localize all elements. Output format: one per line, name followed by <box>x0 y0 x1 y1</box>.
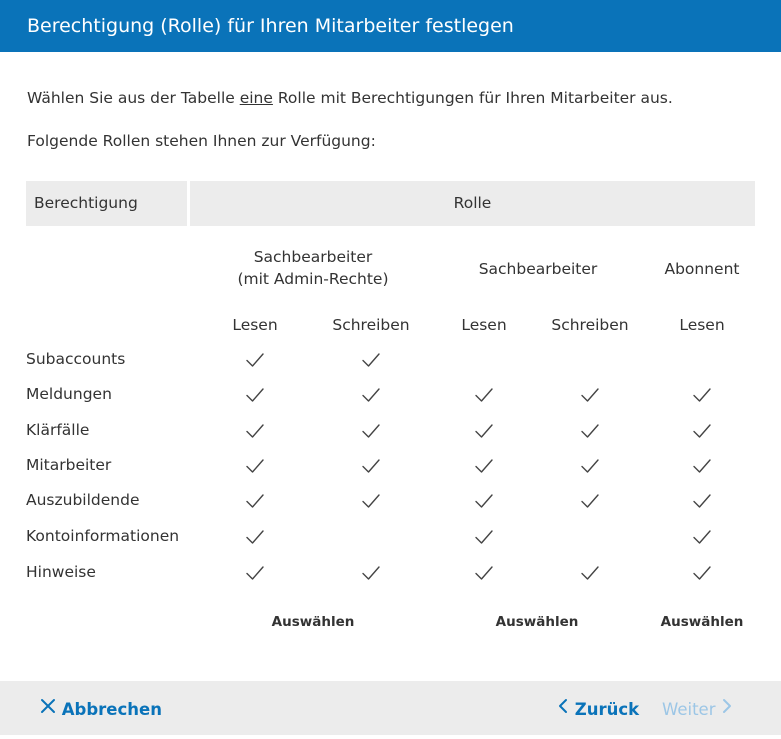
checkmark-icon <box>474 458 494 474</box>
checkmark-icon <box>245 352 265 368</box>
checkmark-icon <box>474 387 494 403</box>
access-label-read: Lesen <box>461 316 507 334</box>
access-label-read: Lesen <box>679 316 725 334</box>
close-icon <box>40 680 56 738</box>
checkmark-icon <box>245 529 265 545</box>
chevron-right-icon <box>721 680 733 738</box>
intro-text <box>27 89 673 107</box>
checkmark-icon <box>692 387 712 403</box>
checkmark-icon <box>245 387 265 403</box>
checkmark-icon <box>580 387 600 403</box>
role-name-subscriber <box>632 258 772 280</box>
permission-label: Auszubildende <box>26 491 140 509</box>
checkmark-icon <box>245 493 265 509</box>
role-name-line: Abonnent <box>664 260 740 278</box>
intro-subtext: Folgende Rollen stehen Ihnen zur Verfügung: <box>27 132 376 150</box>
chevron-left-icon <box>557 680 569 738</box>
permission-label: Klärfälle <box>26 421 90 439</box>
role-name-clerk <box>458 258 618 280</box>
role-name-admin-clerk <box>233 246 393 290</box>
checkmark-icon <box>692 529 712 545</box>
checkmark-icon <box>474 493 494 509</box>
checkmark-icon <box>474 423 494 439</box>
dialog-footer <box>0 681 781 735</box>
checkmark-icon <box>361 423 381 439</box>
select-admin-clerk-button[interactable]: Auswählen <box>271 614 355 630</box>
role-name-line: (mit Admin-Rechte) <box>237 270 389 288</box>
intro-emphasis: eine <box>239 89 273 107</box>
checkmark-icon <box>361 493 381 509</box>
checkmark-icon <box>245 565 265 581</box>
checkmark-icon <box>361 565 381 581</box>
checkmark-icon <box>692 423 712 439</box>
table-header-permission: Berechtigung <box>26 181 187 226</box>
checkmark-icon <box>580 493 600 509</box>
checkmark-icon <box>580 565 600 581</box>
intro-text-part: Rolle mit Berechtigungen für Ihren Mitarbeiter aus. <box>272 89 673 107</box>
next-button[interactable] <box>662 681 733 735</box>
next-label: Weiter <box>662 700 716 719</box>
access-label-write: Schreiben <box>332 316 410 334</box>
checkmark-icon <box>245 423 265 439</box>
intro-text-part: Wählen Sie aus der Tabelle <box>27 89 240 107</box>
table-header-role: Rolle <box>190 181 755 226</box>
checkmark-icon <box>245 458 265 474</box>
back-label: Zurück <box>574 700 640 719</box>
cancel-button[interactable] <box>40 681 162 735</box>
permission-label: Hinweise <box>26 563 96 581</box>
select-clerk-button[interactable]: Auswählen <box>495 614 579 630</box>
checkmark-icon <box>474 565 494 581</box>
dialog-header <box>0 0 781 52</box>
permission-label: Subaccounts <box>26 350 126 368</box>
checkmark-icon <box>361 352 381 368</box>
role-name-line: Sachbearbeiter <box>478 260 598 278</box>
role-name-line: Sachbearbeiter <box>253 248 373 266</box>
permission-label: Mitarbeiter <box>26 456 112 474</box>
checkmark-icon <box>692 458 712 474</box>
checkmark-icon <box>580 458 600 474</box>
checkmark-icon <box>692 493 712 509</box>
cancel-label: Abbrechen <box>61 700 162 719</box>
checkmark-icon <box>474 529 494 545</box>
access-label-write: Schreiben <box>551 316 629 334</box>
permission-label: Kontoinformationen <box>26 527 180 545</box>
back-button[interactable] <box>557 681 639 735</box>
checkmark-icon <box>361 458 381 474</box>
checkmark-icon <box>361 387 381 403</box>
select-subscriber-button[interactable]: Auswählen <box>660 614 744 630</box>
dialog-title: Berechtigung (Rolle) für Ihren Mitarbeiter festlegen <box>27 15 514 37</box>
access-label-read: Lesen <box>232 316 278 334</box>
checkmark-icon <box>692 565 712 581</box>
permission-label: Meldungen <box>26 385 112 403</box>
checkmark-icon <box>580 423 600 439</box>
